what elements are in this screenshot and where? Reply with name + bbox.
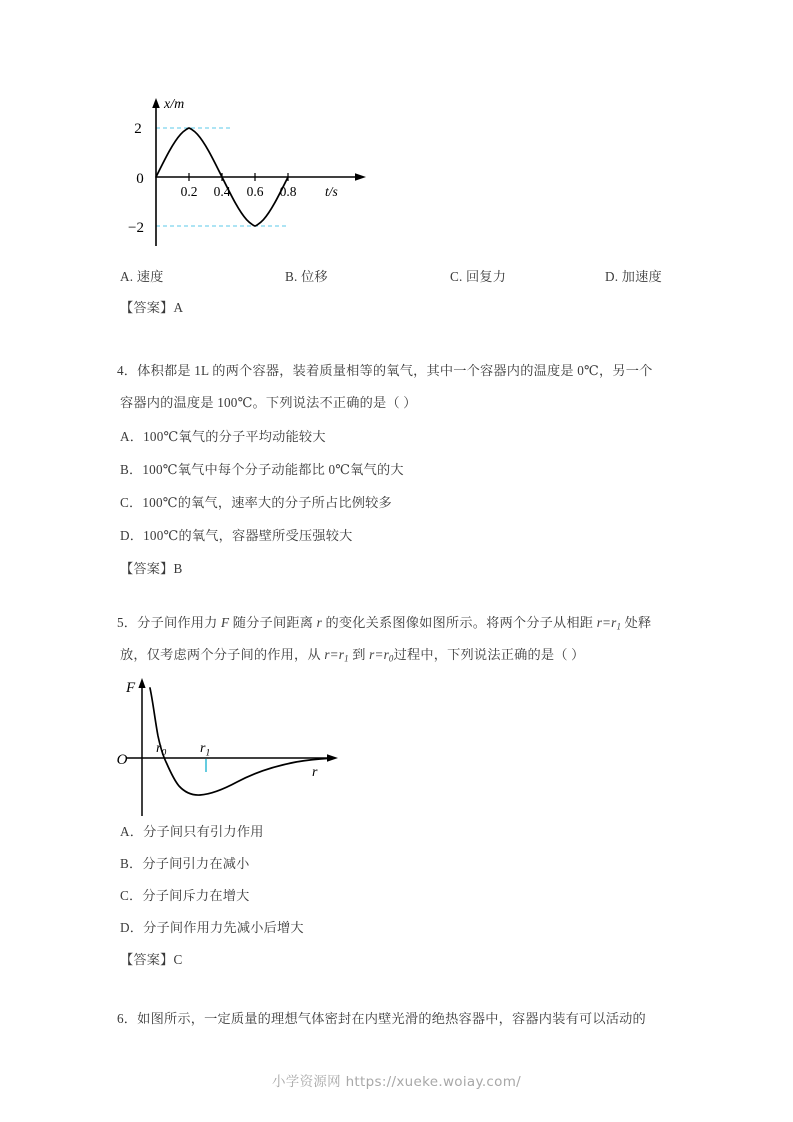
q5-stem-line2 [120,646,585,668]
xtick-label-1: 0.4 [213,184,231,199]
q4-option-b[interactable]: B．100℃氧气中每个分子动能都比 0℃氧气的大 [120,462,404,477]
r0-label: $r_0$ [156,741,167,759]
q4-option-a[interactable]: A．100℃氧气的分子平均动能较大 [120,429,326,444]
ytick-label-minus2: −2 [128,220,144,236]
q5-symbol-r-eq-r1: r=r [596,615,617,630]
q4-option-c[interactable]: C．100℃的氧气，速率大的分子所占比例较多 [120,495,392,510]
force-x-axis-label: r [312,765,318,780]
q5-symbol-F: F [221,615,230,630]
q4-answer: 【答案】B [120,561,183,576]
intermolecular-force-graph [100,668,365,820]
site-watermark: 小学资源网 https://xueke.woiay.com/ [271,1074,522,1090]
force-curve [150,688,328,795]
xtick-label-2: 0.6 [246,184,264,199]
q5-symbol-r-eq-r1-b: r=r [324,647,345,662]
q5-option-b[interactable]: B．分子间引力在减小 [120,856,250,871]
x-axis-arrow [355,173,366,181]
origin-label: 0 [136,171,144,187]
q4-stem-line1: 4．体积都是 1L 的两个容器，装着质量相等的氧气，其中一个容器内的温度是 0℃，另一个 [117,363,653,378]
q4-stem-line2: 容器内的温度是 100℃。下列说法不正确的是（ ） [120,395,417,410]
ytick-label-2: 2 [134,121,142,137]
q5-symbol-r-eq-r0: r=r [369,647,389,662]
q3-option-c[interactable]: C. 回复力 [450,269,507,284]
q5-stem-line2-part2: 到 [348,647,370,662]
q3-option-b[interactable]: B. 位移 [285,269,328,284]
q5-option-d[interactable]: D．分子间作用力先减小后增大 [120,920,304,935]
q5-answer: 【答案】C [120,952,183,967]
displacement-time-graph [112,86,392,256]
q5-subscript-1-b: 1 [344,653,349,664]
q5-stem-line2-part1: 放，仅考虑两个分子间的作用，从 [120,647,325,662]
y-axis-label: x/m [164,97,185,112]
force-origin-label: O [116,752,128,768]
q5-stem-line2-part3: 过程中，下列说法正确的是（ ） [393,647,585,662]
q5-stem-line1-part1: 5．分子间作用力 [117,615,222,630]
force-y-axis-arrow [138,678,145,688]
q5-subscript-0: 0 [388,653,394,664]
q3-option-a[interactable]: A. 速度 [120,269,164,284]
q3-option-d[interactable]: D. 加速度 [605,269,662,284]
q5-stem-line1 [117,614,651,636]
q5-subscript-1: 1 [616,621,622,632]
q5-stem-line1-part2: 随分子间距离 [229,615,317,630]
q3-answer: 【答案】A [120,300,184,315]
xtick-label-3: 0.8 [279,184,297,199]
q5-stem-line1-part4: 处释 [621,615,652,630]
q5-stem-line1-part3: 的变化关系图像如图所示。将两个分子从相距 [321,615,597,630]
y-axis-arrow [152,98,160,108]
x-axis-label: t/s [325,184,338,199]
q5-option-a[interactable]: A．分子间只有引力作用 [120,824,264,839]
xtick-label-0: 0.2 [180,184,198,199]
q4-option-d[interactable]: D．100℃的氧气，容器壁所受压强较大 [120,528,353,543]
q5-option-c[interactable]: C．分子间斥力在增大 [120,888,250,903]
q6-stem-line1: 6．如图所示，一定质量的理想气体密封在内壁光滑的绝热容器中，容器内装有可以活动的 [117,1011,646,1026]
q5-symbol-r: r [316,615,322,630]
r1-label: $r_1$ [200,741,211,759]
force-y-axis-label: F [126,680,136,696]
